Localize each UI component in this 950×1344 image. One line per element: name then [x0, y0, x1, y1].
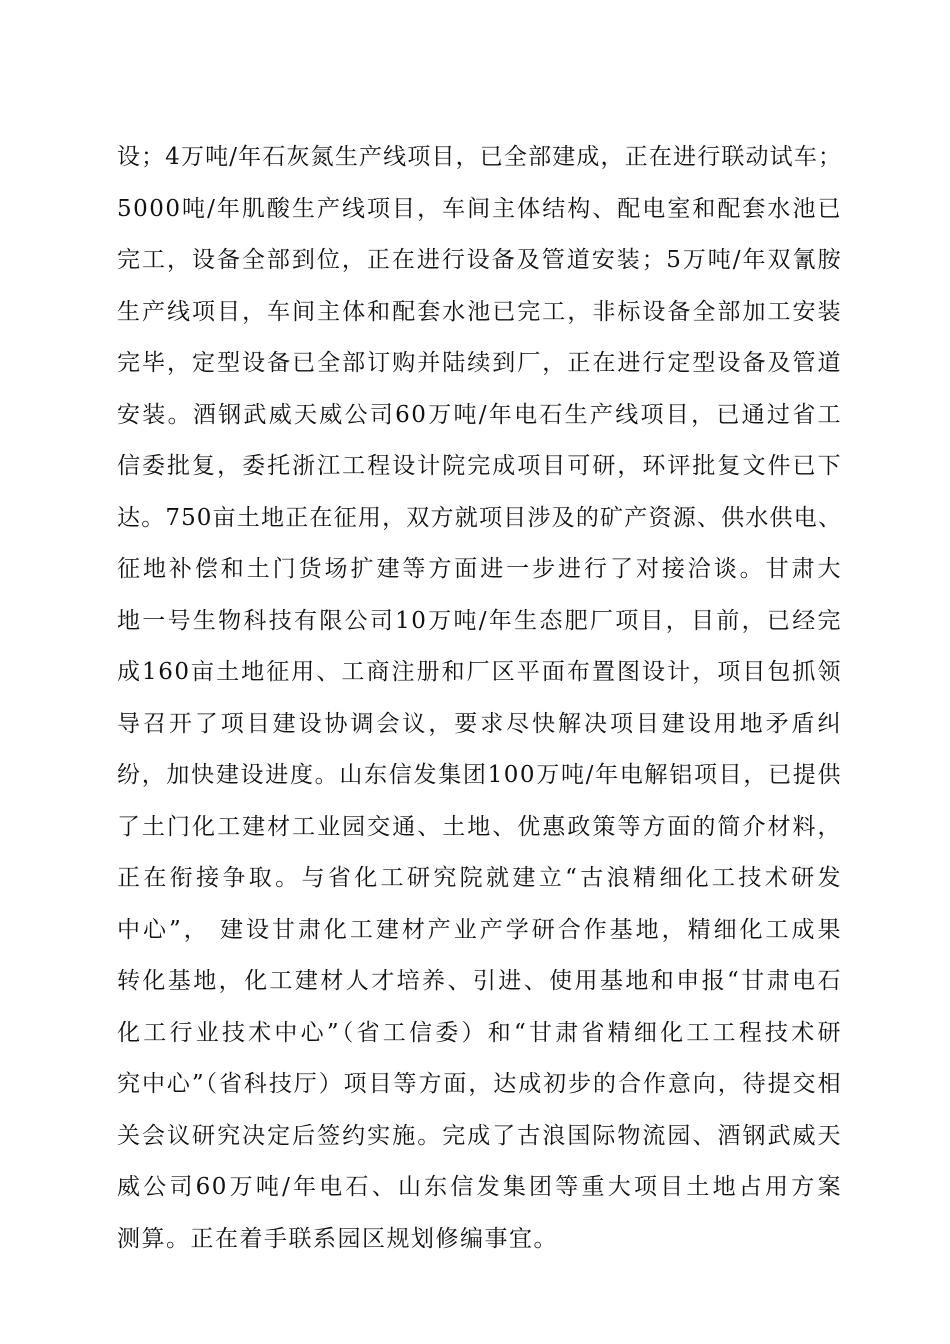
text-line: 达。750亩土地正在征用，双方就项目涉及的矿产资源、供水供电、 [117, 504, 842, 531]
text-line: 化工行业技术中心”（省工信委）和“甘肃省精细化工工程技术研 [117, 1019, 842, 1046]
text-line: 完工，设备全部到位，正在进行设备及管道安装；5万吨/年双氰胺 [117, 247, 842, 273]
text-line: 纷，加快建设进度。山东信发集团100万吨/年电解铝项目，已提供 [117, 762, 842, 788]
text-line: 设；4万吨/年石灰氮生产线项目，已全部建成，正在进行联动试车； [117, 144, 842, 170]
text-line: 中心”， 建设甘肃化工建材产业产学研合作基地，精细化工成果 [117, 916, 842, 943]
text-line: 关会议研究决定后签约实施。完成了古浪国际物流园、酒钢武威天 [117, 1122, 842, 1149]
text-line: 了土门化工建材工业园交通、土地、优惠政策等方面的简介材料， [117, 813, 842, 840]
text-line: 生产线项目，车间主体和配套水池已完工，非标设备全部加工安装 [117, 298, 842, 325]
text-line: 信委批复，委托浙江工程设计院完成项目可研，环评批复文件已下 [117, 453, 842, 479]
text-line: 转化基地，化工建材人才培养、引进、使用基地和申报“甘肃电石 [117, 968, 842, 994]
text-line: 究中心”（省科技厅）项目等方面，达成初步的合作意向，待提交相 [117, 1071, 842, 1097]
text-line: 导召开了项目建设协调会议，要求尽快解决项目建设用地矛盾纠 [117, 710, 842, 737]
text-line: 测算。正在着手联系园区规划修编事宜。 [117, 1225, 558, 1252]
text-line: 征地补偿和土门货场扩建等方面进一步进行了对接洽谈。甘肃大 [117, 556, 842, 582]
text-line: 成160亩土地征用、工商注册和厂区平面布置图设计，项目包抓领 [117, 659, 842, 685]
text-line: 正在衔接争取。与省化工研究院就建立“古浪精细化工技术研发 [117, 865, 842, 891]
text-line: 5000吨/年肌酸生产线项目，车间主体结构、配电室和配套水池已 [117, 195, 842, 222]
text-line: 地一号生物科技有限公司10万吨/年生态肥厂项目，目前，已经完 [117, 607, 842, 634]
text-line: 威公司60万吨/年电石、山东信发集团等重大项目土地占用方案 [117, 1174, 842, 1200]
text-line: 完毕，定型设备已全部订购并陆续到厂，正在进行定型设备及管道 [117, 350, 842, 376]
body-paragraph [117, 132, 842, 1265]
text-line: 安装。酒钢武威天威公司60万吨/年电石生产线项目，已通过省工 [117, 401, 842, 428]
